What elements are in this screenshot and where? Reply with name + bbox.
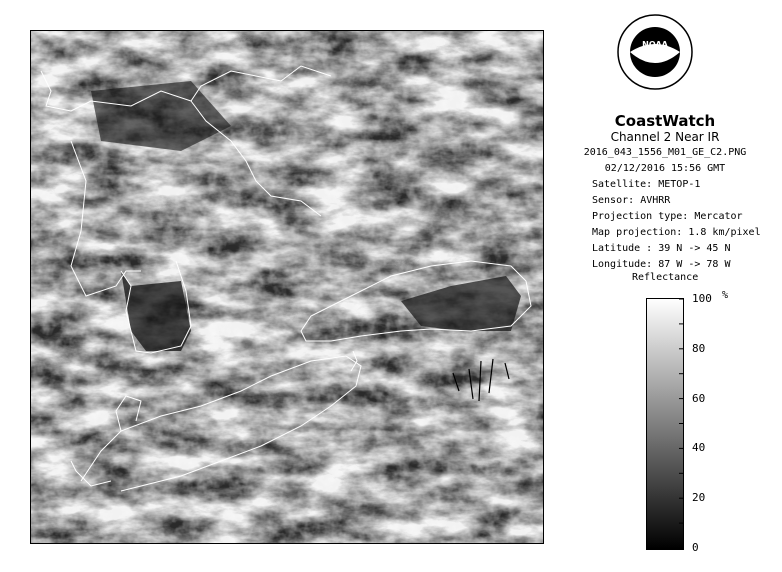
metadata-value: 87 W -> 78 W [658,259,731,270]
colorbar-tick-label: 80 [692,341,706,355]
metadata-value: Mercator [694,211,743,222]
colorbar-tick-label: 60 [692,391,706,405]
metadata-value: AVHRR [640,195,671,206]
metadata-row [592,243,731,254]
satellite-image [30,30,544,544]
channel-label: Channel 2 Near IR [610,130,720,144]
satellite-map [31,31,543,543]
metadata-value: 1.8 km/pixel [688,227,761,238]
metadata-value: 39 N -> 45 N [658,243,731,254]
logo-text: NOAA [642,40,668,49]
colorbar-tick-label: 20 [692,491,706,505]
metadata-label: Latitude : [592,243,653,254]
filename: 2016_043_1556_M01_GE_C2.PNG [583,147,747,158]
colorbar-tick-label: 0 [692,541,699,554]
datetime: 02/12/2016 15:56 GMT [604,163,726,174]
colorbar-tick-label: 40 [692,441,706,455]
noaa-logo [617,14,693,90]
legend-title: Reflectance [632,272,699,283]
metadata-label: Sensor: [592,195,635,206]
metadata-row [592,259,731,270]
metadata-label: Longitude: [592,259,653,270]
metadata-row [592,227,761,238]
metadata-label: Map projection: [592,227,683,238]
colorbar-tick-label: 100 [692,292,712,305]
metadata-label: Projection type: [592,211,689,222]
app-title: CoastWatch [614,112,716,130]
metadata-label: Satellite: [592,179,653,190]
legend-unit: % [722,290,729,301]
metadata-value: METOP-1 [658,179,701,190]
metadata-row [592,179,700,190]
metadata-row [592,211,743,222]
colorbar-ticks [646,298,746,550]
metadata-row [592,195,670,206]
